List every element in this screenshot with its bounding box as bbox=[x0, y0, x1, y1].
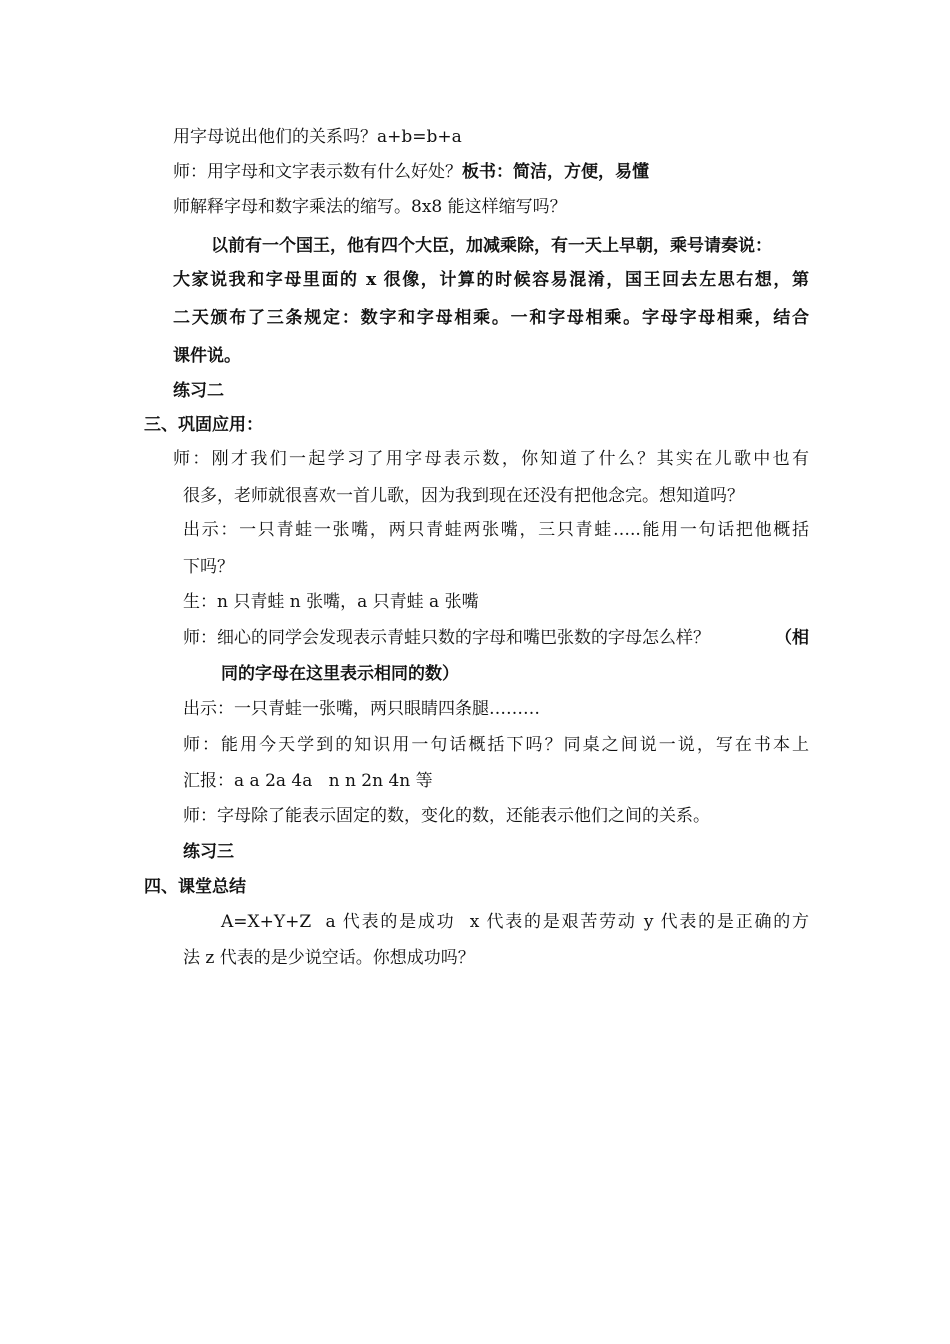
story-line: 二天颁布了三条规定：数字和字母相乘。一和字母相乘。字母字母相乘，结合 bbox=[173, 308, 809, 328]
bold-text-line: 同的字母在这里表示相同的数） bbox=[221, 664, 459, 684]
text-line: 出示：一只青蛙一张嘴，两只眼睛四条腿……… bbox=[183, 699, 540, 719]
exercise-heading: 练习三 bbox=[183, 842, 234, 862]
text-span: 师：用字母和文字表示数有什么好处？ bbox=[173, 162, 462, 182]
text-line: 下吗？ bbox=[183, 557, 234, 577]
text-line: 出示：一只青蛙一张嘴，两只青蛙两张嘴，三只青蛙…..能用一句话把他概括 bbox=[183, 520, 809, 540]
text-line: 师解释字母和数字乘法的缩写。8x8 能这样缩写吗？ bbox=[173, 197, 567, 217]
section-heading: 四、课堂总结 bbox=[144, 877, 246, 897]
story-line: 课件说。 bbox=[173, 346, 241, 366]
text-line: 用字母说出他们的关系吗？a+b=b+a bbox=[173, 127, 462, 147]
text-line: 师：字母除了能表示固定的数，变化的数，还能表示他们之间的关系。 bbox=[183, 806, 710, 826]
bold-text-span: （相 bbox=[775, 628, 809, 648]
text-line: 师：能用今天学到的知识用一句话概括下吗？同桌之间说一说，写在书本上 bbox=[183, 735, 809, 755]
story-line: 以前有一个国王，他有四个大臣，加减乘除，有一天上早朝，乘号请奏说： bbox=[211, 236, 772, 256]
text-line bbox=[183, 626, 809, 650]
exercise-heading: 练习二 bbox=[173, 381, 224, 401]
text-span: 师：细心的同学会发现表示青蛙只数的字母和嘴巴张数的字母怎么样？ bbox=[183, 628, 710, 648]
story-line: 大家说我和字母里面的 x 很像，计算的时候容易混淆，国王回去左思右想，第 bbox=[173, 270, 809, 290]
text-line: 法 z 代表的是少说空话。你想成功吗？ bbox=[183, 948, 475, 968]
text-line: 很多，老师就很喜欢一首儿歌，因为我到现在还没有把他念完。想知道吗？ bbox=[183, 486, 744, 506]
text-line: 师：刚才我们一起学习了用字母表示数，你知道了什么？其实在儿歌中也有 bbox=[173, 449, 809, 469]
text-line bbox=[173, 160, 649, 184]
text-line: A=X+Y+Z a 代表的是成功 x 代表的是艰苦劳动 y 代表的是正确的方 bbox=[221, 912, 809, 932]
text-line: 汇报：a a 2a 4a n n 2n 4n 等 bbox=[183, 771, 433, 791]
bold-text-span: 板书：简洁，方便，易懂 bbox=[462, 162, 649, 182]
text-line: 生：n 只青蛙 n 张嘴，a 只青蛙 a 张嘴 bbox=[183, 592, 479, 612]
section-heading: 三、巩固应用： bbox=[144, 415, 263, 435]
